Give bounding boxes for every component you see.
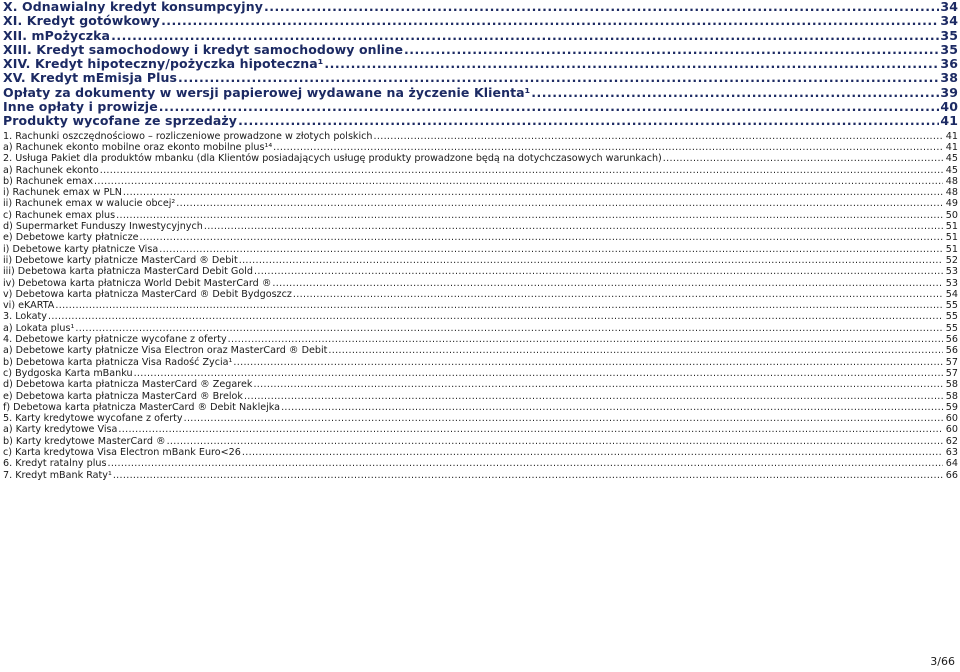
toc-entry[interactable] (3, 278, 958, 289)
toc-entry-title: b) Rachunek emax (3, 175, 94, 187)
toc-entry-page: 51 (945, 243, 958, 255)
toc-entry[interactable] (3, 436, 958, 447)
dot-leader (140, 232, 943, 243)
dot-leader (55, 300, 942, 311)
toc-entry-page: 34 (940, 14, 958, 29)
toc-entry-page: 56 (945, 334, 958, 346)
toc-entry[interactable] (3, 334, 958, 345)
toc-entry-title: c) Bydgoska Karta mBanku (3, 367, 133, 379)
toc-entry-title: 2. Usługa Pakiet dla produktów mbanku (dla Klientów posiadających usługę produkty prowadzone będą na dotychczasowych warunkach) (3, 153, 662, 165)
toc-entry-title: b) Debetowa karta płatnicza Visa Radość Życia¹ (3, 356, 233, 368)
toc-entry[interactable] (3, 0, 958, 14)
dot-leader (184, 413, 943, 424)
dot-leader (374, 131, 943, 142)
dot-leader (107, 458, 942, 469)
toc-entry-page: 55 (945, 311, 958, 323)
toc-entry-page: 53 (945, 277, 958, 289)
toc-entry-title: 4. Debetowe karty płatnicze wycofane z oferty (3, 334, 227, 346)
dot-leader (272, 278, 942, 289)
toc-entry[interactable] (3, 379, 958, 390)
toc-entry[interactable] (3, 187, 958, 198)
toc-entry-title: XIV. Kredyt hipoteczny/pożyczka hipoteczna¹ (3, 57, 324, 72)
toc-entry-title: a) Rachunek ekonto (3, 164, 99, 176)
dot-leader (254, 266, 943, 277)
toc-entry-title: 6. Kredyt ratalny plus (3, 458, 107, 470)
dot-leader (253, 379, 942, 390)
toc-entry-page: 40 (940, 100, 958, 115)
toc-entry-page: 38 (940, 71, 958, 86)
dot-leader (204, 221, 943, 232)
toc-entry-title: iv) Debetowa karta płatnicza World Debit MasterCard ® (3, 277, 272, 289)
dot-leader (663, 153, 943, 164)
dot-leader (159, 244, 943, 255)
toc-entry-title: 5. Karty kredytowe wycofane z oferty (3, 413, 183, 425)
toc-entry-title: e) Debetowe karty płatnicze (3, 232, 139, 244)
toc-entry[interactable] (3, 221, 958, 232)
toc-entry[interactable] (3, 100, 958, 114)
toc-entry[interactable] (3, 402, 958, 413)
toc-entry[interactable] (3, 357, 958, 368)
dot-leader (113, 470, 943, 481)
toc-entry-title: Produkty wycofane ze sprzedaży (3, 114, 238, 129)
toc-entry-page: 60 (945, 424, 958, 436)
toc-entry[interactable] (3, 289, 958, 300)
toc-entry-page: 51 (945, 232, 958, 244)
toc-entry[interactable] (3, 345, 958, 356)
toc-entry-page: 58 (945, 390, 958, 402)
dot-leader (324, 57, 939, 71)
toc-entry-page: 56 (945, 345, 958, 357)
dot-leader (159, 100, 940, 114)
toc-entry-page: 41 (945, 141, 958, 153)
dot-leader (167, 436, 943, 447)
dot-leader (242, 447, 943, 458)
toc-entry-title: i) Rachunek emax w PLN (3, 187, 122, 199)
toc-entry[interactable] (3, 266, 958, 277)
toc-entry-page: 50 (945, 209, 958, 221)
toc-entry[interactable] (3, 210, 958, 221)
toc-entry-title: e) Debetowa karta płatnicza MasterCard ® Brelok (3, 390, 243, 402)
toc-entry[interactable] (3, 114, 958, 128)
toc-entry-title: c) Rachunek emax plus (3, 209, 116, 221)
toc-entry-title: f) Debetowa karta płatnicza MasterCard ® Debit Naklejka (3, 401, 281, 413)
dot-leader (100, 165, 943, 176)
toc-entry-title: vi) eKARTA (3, 300, 55, 312)
toc-entry-page: 35 (940, 28, 958, 43)
dot-leader (328, 345, 942, 356)
toc-entry-page: 57 (945, 367, 958, 379)
toc-entry-page: 54 (945, 288, 958, 300)
dot-leader (531, 86, 939, 100)
toc-entry-title: Opłaty za dokumenty w wersji papierowej wydawane na życzenie Klienta¹ (3, 85, 531, 100)
toc-entry[interactable] (3, 142, 958, 153)
dot-leader (228, 334, 943, 345)
toc-entry-page: 53 (945, 266, 958, 278)
toc-entry-page: 45 (945, 164, 958, 176)
toc-entry-page: 51 (945, 221, 958, 233)
toc-entry[interactable] (3, 71, 958, 85)
toc-entry-title: b) Karty kredytowe MasterCard ® (3, 435, 166, 447)
toc-entry-page: 49 (945, 198, 958, 210)
toc-entry[interactable] (3, 424, 958, 435)
toc-entry[interactable] (3, 29, 958, 43)
toc-entry-title: d) Debetowa karta płatnicza MasterCard ® Zegarek (3, 379, 253, 391)
toc-entry[interactable] (3, 311, 958, 322)
toc-entry-page: 59 (945, 401, 958, 413)
toc-entry-title: a) Karty kredytowe Visa (3, 424, 118, 436)
toc-entry-title: ii) Rachunek emax w walucie obcej² (3, 198, 176, 210)
toc-entry-page: 52 (945, 254, 958, 266)
toc-entry-page: 34 (940, 0, 958, 14)
toc-entry[interactable] (3, 86, 958, 100)
toc-entry-title: X. Odnawialny kredyt konsumpcyjny (3, 0, 263, 14)
dot-leader (176, 198, 943, 209)
toc-entry-title: iii) Debetowa karta płatnicza MasterCard Debit Gold (3, 266, 253, 278)
toc-entry[interactable] (3, 323, 958, 334)
toc-main-sections (3, 0, 958, 129)
toc-entry-page: 45 (945, 153, 958, 165)
toc-entry[interactable] (3, 244, 958, 255)
dot-leader (134, 368, 943, 379)
dot-leader (293, 289, 943, 300)
table-of-contents (3, 0, 958, 481)
toc-entry[interactable] (3, 413, 958, 424)
dot-leader (264, 0, 939, 14)
dot-leader (75, 323, 942, 334)
toc-entry-page: 66 (945, 469, 958, 481)
toc-entry-title: 1. Rachunki oszczędnościowo – rozliczeniowe prowadzone w złotych polskich (3, 130, 373, 142)
dot-leader (94, 176, 943, 187)
toc-entry-page: 35 (940, 42, 958, 57)
page-number: 3/66 (930, 655, 955, 668)
toc-entry-title: d) Supermarket Funduszy Inwestycyjnych (3, 221, 203, 233)
toc-entry[interactable] (3, 255, 958, 266)
toc-entry[interactable] (3, 176, 958, 187)
toc-entry[interactable] (3, 14, 958, 28)
toc-entry[interactable] (3, 153, 958, 164)
dot-leader (281, 402, 943, 413)
dot-leader (233, 357, 942, 368)
toc-entry-page: 63 (945, 446, 958, 458)
toc-entry-title: i) Debetowe karty płatnicze Visa (3, 243, 159, 255)
toc-entry-title: Inne opłaty i prowizje (3, 100, 158, 115)
toc-entry-page: 58 (945, 379, 958, 391)
toc-entry[interactable] (3, 198, 958, 209)
toc-entry[interactable] (3, 57, 958, 71)
toc-entry-page: 41 (945, 130, 958, 142)
toc-entry-title: v) Debetowa karta płatnicza MasterCard ® Debit Bydgoszcz (3, 288, 292, 300)
toc-entry-title: XV. Kredyt mEmisja Plus (3, 71, 178, 86)
toc-entry-page: 36 (940, 57, 958, 72)
toc-entry-page: 41 (940, 114, 958, 129)
toc-entry-page: 64 (945, 458, 958, 470)
toc-entry[interactable] (3, 458, 958, 469)
toc-entry-page: 55 (945, 322, 958, 334)
toc-entry-title: a) Rachunek ekonto mobilne oraz ekonto mobilne plus¹⁴ (3, 141, 273, 153)
toc-entry[interactable] (3, 131, 958, 142)
toc-entry[interactable] (3, 43, 958, 57)
toc-entry-page: 39 (940, 85, 958, 100)
toc-entry-title: XIII. Kredyt samochodowy i kredyt samochodowy online (3, 42, 404, 57)
toc-entry[interactable] (3, 391, 958, 402)
dot-leader (111, 29, 939, 43)
toc-entry-title: 7. Kredyt mBank Raty¹ (3, 469, 112, 481)
toc-entry[interactable] (3, 470, 958, 481)
toc-entry[interactable] (3, 368, 958, 379)
dot-leader (244, 391, 943, 402)
toc-entry[interactable] (3, 165, 958, 176)
dot-leader (273, 142, 943, 153)
toc-entry-title: 3. Lokaty (3, 311, 47, 323)
dot-leader (118, 424, 942, 435)
toc-entry-title: c) Karta kredytowa Visa Electron mBank Euro<26 (3, 446, 241, 458)
dot-leader (178, 71, 939, 85)
toc-entry-title: XII. mPożyczka (3, 28, 111, 43)
toc-entry-page: 62 (945, 435, 958, 447)
toc-entry-page: 55 (945, 300, 958, 312)
toc-entry-page: 48 (945, 187, 958, 199)
toc-entry-title: a) Debetowe karty płatnicze Visa Electron oraz MasterCard ® Debit (3, 345, 328, 357)
toc-sub-sections (3, 131, 958, 481)
toc-entry-page: 57 (945, 356, 958, 368)
dot-leader (404, 43, 939, 57)
toc-entry[interactable] (3, 232, 958, 243)
dot-leader (239, 255, 943, 266)
toc-entry-title: a) Lokata plus¹ (3, 322, 75, 334)
dot-leader (238, 114, 939, 128)
toc-entry-title: XI. Kredyt gotówkowy (3, 14, 161, 29)
toc-entry-page: 48 (945, 175, 958, 187)
dot-leader (116, 210, 943, 221)
dot-leader (123, 187, 943, 198)
dot-leader (48, 311, 943, 322)
toc-entry-page: 60 (945, 413, 958, 425)
dot-leader (161, 14, 939, 28)
toc-entry[interactable] (3, 300, 958, 311)
toc-entry[interactable] (3, 447, 958, 458)
toc-entry-title: ii) Debetowe karty płatnicze MasterCard ® Debit (3, 254, 238, 266)
